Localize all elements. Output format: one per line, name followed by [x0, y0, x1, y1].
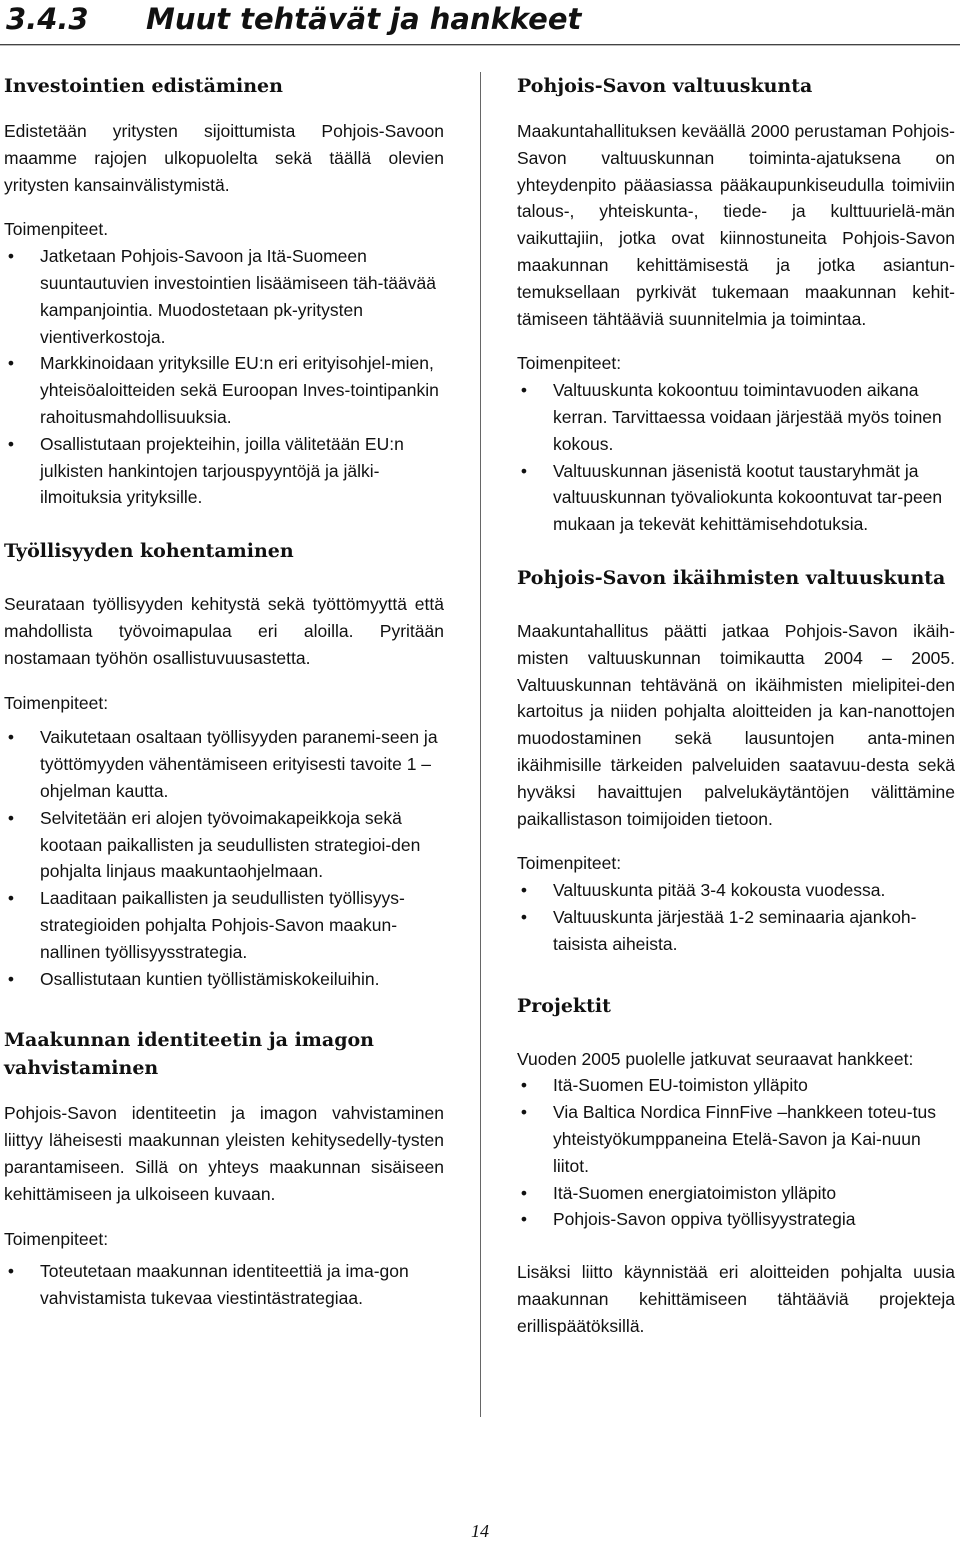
- bullet-icon: •: [7, 1261, 15, 1282]
- bullet-icon: •: [520, 380, 528, 401]
- bullet-icon: •: [7, 353, 15, 374]
- list-item: • Selvitetään eri alojen työvoimakapeikkoja sekä kootaan paikallisten ja seudullisten strategioi-den pohjalta linjaus maakuntaohjelmaan.: [4, 805, 444, 885]
- actions-label-valtuuskunta: Toimenpiteet:: [517, 353, 622, 374]
- actions-label-investoinnit: Toimenpiteet.: [4, 219, 109, 240]
- heading-tyollisyys: Työllisyyden kohentaminen: [4, 540, 294, 563]
- bullet-icon: •: [7, 888, 15, 909]
- paragraph-projektit-intro: Vuoden 2005 puolelle jatkuvat seuraavat hankkeet:: [517, 1048, 914, 1069]
- list-item: • Valtuuskunnan jäsenistä kootut taustaryhmät ja valtuuskunnan työvaliokunta kokoontuvat tar-peen mukaan ja tekevät kehittämisehdotuksia.: [517, 458, 955, 538]
- section-header: [0, 0, 960, 45]
- left-column: [4, 72, 444, 1312]
- bullet-icon: •: [520, 460, 528, 481]
- list-item: • Valtuuskunta kokoontuu toimintavuoden aikana kerran. Tarvittaessa voidaan järjestää myös toinen kokous.: [517, 377, 955, 457]
- bullet-icon: •: [520, 880, 528, 901]
- bullet-list-tyollisyys: [4, 724, 444, 992]
- paragraph-investoinnit: Edistetään yritysten sijoittumista Pohjois-Savoon maamme rajojen ulkopuolelta sekä täällä olevien yritysten kansainvälistymistä.: [4, 121, 444, 195]
- heading-investoinnit: Investointien edistäminen: [4, 75, 283, 97]
- bullet-icon: •: [7, 807, 15, 828]
- bullet-icon: •: [7, 968, 15, 989]
- list-item: • Vaikutetaan osaltaan työllisyyden paranemi-seen ja työttömyyden vähentämiseen erityisesti tavoite 1 –ohjelman kautta.: [4, 724, 444, 804]
- list-item: • Laaditaan paikallisten ja seudullisten työllisyys-strategioiden pohjalta Pohjois-Savon maakun-nallinen työllisyysstrategia.: [4, 885, 444, 965]
- actions-label-tyollisyys: Toimenpiteet:: [4, 692, 109, 713]
- bullet-list-identiteetti: [4, 1258, 444, 1312]
- section-number: 3.4.3: [6, 2, 89, 36]
- bullet-icon: •: [7, 433, 15, 454]
- heading-identiteetti: Maakunnan identiteetin ja imagon vahvistaminen: [4, 1029, 374, 1080]
- list-item: • Via Baltica Nordica FinnFive –hankkeen toteu-tus yhteistyökumppaneina Etelä-Savon ja Kai-nuun liitot.: [517, 1099, 955, 1179]
- paragraph-ikaihmiset: Maakuntahallitus päätti jatkaa Pohjois-Savon ikäih-misten valtuuskunnan toimikautta 2004 – 2005. Valtuuskunnan tehtävänä on ikäihmisten mielipitei-den kartoitus ja niiden pohjalta aloitteiden ja kan-nanottojen muodostaminen sekä lausuntojen anta-minen ikäihmisille tärkeiden palveluiden saatavuu-desta sekä hyväksi havaittujen palvelukäytäntöjen välittämine paikallistason toimijoiden tietoon.: [517, 620, 955, 829]
- bullet-icon: •: [520, 906, 528, 927]
- list-item: • Pohjois-Savon oppiva työllisyystrategia: [517, 1206, 955, 1233]
- page-number: 14: [471, 1521, 489, 1541]
- bullet-list-projektit: [517, 1072, 955, 1233]
- paragraph-identiteetti: Pohjois-Savon identiteetin ja imagon vahvistaminen liittyy läheisesti maakunnan yleisten kehitysedelly-tysten parantamiseen. Sillä on yhteys maakunnan sisäiseen kehittämiseen ja ulkoiseen kuvaan.: [4, 1103, 444, 1204]
- heading-ikaihmiset: Pohjois-Savon ikäihmisten valtuuskunta: [517, 566, 946, 589]
- bullet-icon: •: [520, 1075, 528, 1096]
- bullet-icon: •: [7, 727, 15, 748]
- bullet-list-investoinnit: [4, 243, 444, 511]
- list-item: • Itä-Suomen energiatoimiston ylläpito: [517, 1180, 955, 1207]
- bullet-list-valtuuskunta: [517, 377, 955, 538]
- list-item: • Toteutetaan maakunnan identiteettiä ja ima-gon vahvistamista tukevaa viestintästrategiaa.: [4, 1258, 444, 1312]
- column-divider: [480, 72, 481, 1417]
- list-item: • Osallistutaan kuntien työllistämiskokeiluihin.: [4, 966, 444, 993]
- paragraph-valtuuskunta: Maakuntahallituksen keväällä 2000 perustaman Pohjois-Savon valtuuskunnan toiminta-ajatuksena on yhteydenpito pääasiassa pääkaupunkiseudulla toimiviin talous-, yhteiskunta-, tiede- ja kulttuurielä-män vaikuttajiin, jotka ovat kiinnostuneita Pohjois-Savon maakunnan kehittämisestä ja jotka asiantun-temuksellaan pyrkivät tukemaan maakunnan kehit-tämiseen tähtääviä suunnitelmia ja toimintaa.: [517, 121, 955, 329]
- heading-valtuuskunta: Pohjois-Savon valtuuskunta: [517, 75, 813, 97]
- list-item: • Valtuuskunta järjestää 1-2 seminaaria ajankoh-taisista aiheista.: [517, 904, 955, 958]
- list-item: • Valtuuskunta pitää 3-4 kokousta vuodessa.: [517, 877, 955, 904]
- bullet-icon: •: [520, 1182, 528, 1203]
- section-title: Muut tehtävät ja hankkeet: [146, 2, 582, 36]
- right-column: [517, 72, 955, 1339]
- list-item: • Markkinoidaan yrityksille EU:n eri erityisohjel-mien, yhteisöaloitteiden sekä Euroopan Inves-tointipankin rahoitusmahdollisuuksia.: [4, 350, 444, 430]
- heading-projektit: Projektit: [517, 994, 611, 1017]
- actions-label-ikaihmiset: Toimenpiteet:: [517, 853, 622, 874]
- bullet-list-ikaihmiset: [517, 877, 955, 957]
- bullet-icon: •: [7, 246, 15, 267]
- list-item: • Osallistutaan projekteihin, joilla välitetään EU:n julkisten hankintojen tarjouspyyntöjä ja jälki-ilmoituksia yrityksille.: [4, 431, 444, 511]
- list-item: • Jatketaan Pohjois-Savoon ja Itä-Suomeen suuntautuvien investointien lisäämiseen täh-täävää kampanjointia. Muodostetaan pk-yritysten vientiverkostoja.: [4, 243, 444, 350]
- list-item: • Itä-Suomen EU-toimiston ylläpito: [517, 1072, 955, 1099]
- bullet-icon: •: [520, 1209, 528, 1230]
- bullet-icon: •: [520, 1102, 528, 1123]
- paragraph-projektit-closing: Lisäksi liitto käynnistää eri aloitteiden pohjalta uusia maakunnan kehittämiseen tähtääviä projekteja erillispäätöksillä.: [517, 1262, 955, 1336]
- paragraph-tyollisyys: Seurataan työllisyyden kehitystä sekä työttömyyttä että mahdollista työvoimapulaa eri aloilla. Pyritään nostamaan työhön osallistuvuusastetta.: [4, 594, 444, 668]
- actions-label-identiteetti: Toimenpiteet:: [4, 1228, 109, 1249]
